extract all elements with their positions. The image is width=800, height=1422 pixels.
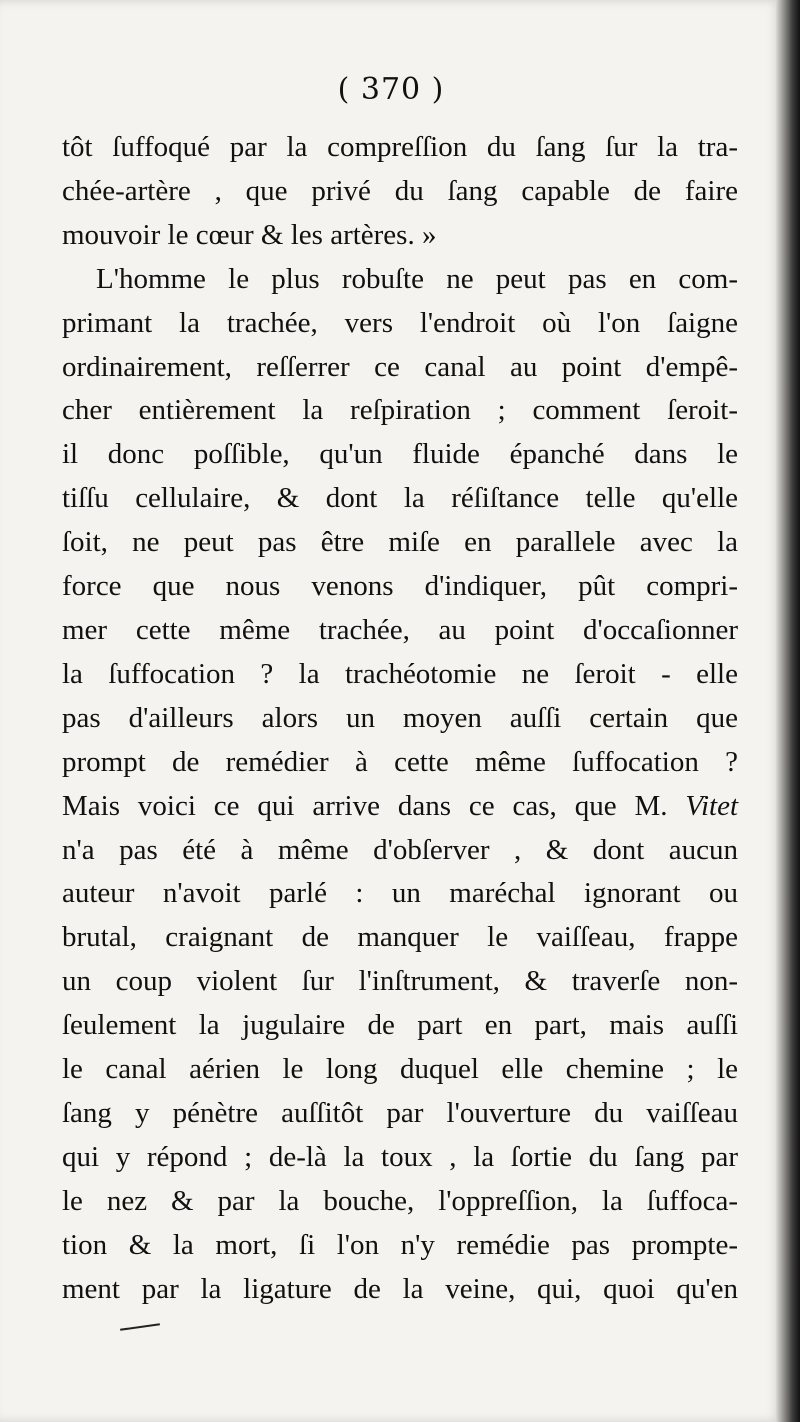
text-line: le canal aérien le long duquel elle chemine ; le <box>62 1053 738 1086</box>
text-line: Mais voici ce qui arrive dans ce cas, que M. Vitet <box>62 789 738 822</box>
author-name: Vitet <box>685 789 738 822</box>
page-number: ( 370 ) <box>337 72 445 107</box>
text-line: la ſuffocation ? la trachéotomie ne ſeroit - elle <box>62 657 738 690</box>
text-line: pas d'ailleurs alors un moyen auſſi certain que <box>62 701 738 734</box>
text-line: qui y répond ; de-là la toux , la ſortie du ſang par <box>62 1140 738 1173</box>
text-line: ſeulement la jugulaire de part en part, mais auſſi <box>62 1009 738 1042</box>
text-line: tôt ſuffoqué par la compreſſion du ſang ſur la tra- <box>62 131 738 163</box>
text-line: ſang y pénètre auſſitôt par l'ouverture du vaiſſeau <box>62 1096 738 1129</box>
text-line: il donc poſſible, qu'un fluide épanché dans le <box>62 438 738 471</box>
text-line: ordinairement, reſſerrer ce canal au point d'empê- <box>62 350 738 383</box>
text-line: primant la trachée, vers l'endroit où l'on ſaigne <box>62 306 738 339</box>
text-line: n'a pas été à même d'obſerver , & dont aucun <box>62 833 738 866</box>
text-line: prompt de remédier à cette même ſuffocation ? <box>62 745 738 778</box>
text-line: brutal, craignant de manquer le vaiſſeau, frappe <box>62 921 738 954</box>
text-line: mer cette même trachée, au point d'occaſionner <box>62 613 738 646</box>
text-line: tiſſu cellulaire, & dont la réſiſtance telle qu'elle <box>62 482 738 515</box>
text-line: mouvoir le cœur & les artères. » <box>62 218 437 251</box>
text-line: ment par la ligature de la veine, qui, quoi qu'en <box>62 1272 738 1305</box>
text-line: auteur n'avoit parlé : un maréchal ignorant ou <box>62 877 738 910</box>
text-line: tion & la mort, ſi l'on n'y remédie pas promptе- <box>62 1228 738 1261</box>
text-line: un coup violent ſur l'inſtrument, & traverſe non- <box>62 965 738 998</box>
body-text <box>62 126 738 1311</box>
text-line: force que nous venons d'indiquer, pût compri- <box>62 570 738 603</box>
text-line: ſoit, ne peut pas être miſe en parallele avec la <box>62 526 738 559</box>
ink-stroke <box>120 1323 160 1331</box>
text-line: cher entièrement la reſpiration ; comment ſeroit- <box>62 394 738 427</box>
text-line: L'homme le plus robuſte ne peut pas en com- <box>96 262 738 295</box>
text-line: le nez & par la bouche, l'oppreſſion, la ſuffoca- <box>62 1184 738 1217</box>
text-line: chée-artère , que privé du ſang capable de faire <box>62 174 738 207</box>
page-edge-shadow <box>776 0 800 1422</box>
